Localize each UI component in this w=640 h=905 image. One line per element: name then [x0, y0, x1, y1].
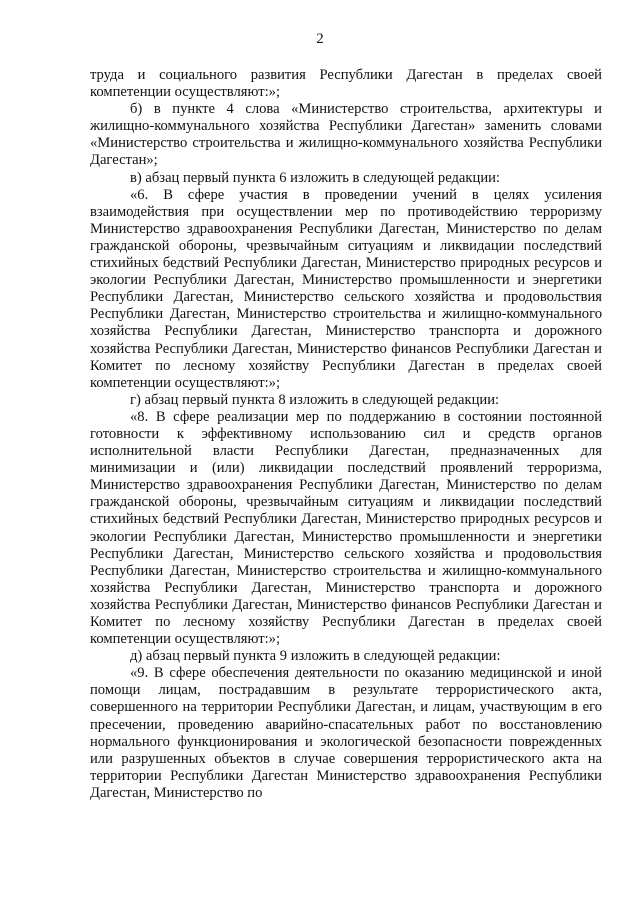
page-number: 2: [316, 31, 324, 47]
paragraph-amendment-d: д) абзац первый пункта 9 изложить в следующей редакции:: [130, 648, 501, 665]
document-body: [90, 67, 602, 802]
paragraph-amendment-v: в) абзац первый пункта 6 изложить в следующей редакции:: [130, 169, 500, 186]
paragraph-continuation: труда и социального развития Республики Дагестан в пределах своей компетенции осуществляют:»;: [90, 67, 602, 101]
paragraph-amendment-g: г) абзац первый пункта 8 изложить в следующей редакции:: [130, 391, 500, 408]
paragraph-clause-9: «9. В сфере обеспечения деятельности по оказанию медицинской и иной помощи лицам, пострадавшим в результате террористического акта, совершенного на территории Республики Дагестан, и лицам, участвующим в его пресечении, проведению аварийно-спасательных работ по восстановлению нормального функционирования и экологической безопасности поврежденных или разрушенных объектов в случае совершения террористического акта на территории Республики Дагестан Министерство здравоохранения Республики Дагестан, Министерство по: [90, 665, 602, 801]
paragraph-amendment-b: б) в пункте 4 слова «Министерство строительства, архитектуры и жилищно-коммунального хозяйства Республики Дагестан» заменить словами «Министерство строительства и жилищно-коммунального хозяйства Республики Дагестан»;: [90, 101, 602, 169]
paragraph-clause-8: «8. В сфере реализации мер по поддержанию в состоянии постоянной готовности к эффективному использованию сил и средств органов исполнительной власти Республики Дагестан, предназначенных для минимизации и (или) ликвидации последствий проявлений терроризма, Министерство здравоохранения Республики Дагестан, Министерство по делам гражданской обороны, чрезвычайным ситуациям и ликвидации последствий стихийных бедствий Республики Дагестан, Министерство природных ресурсов и экологии Республики Дагестан, Министерство промышленности и энергетики Республики Дагестан, Министерство сельского хозяйства и продовольствия Республики Дагестан, Министерство строительства и жилищно-коммунального хозяйства Республики Дагестан, Министерство транспорта и дорожного хозяйства Республики Дагестан, Министерство финансов Республики Дагестан и Комитет по лесному хозяйству Республики Дагестан в пределах своей компетенции осуществляют:»;: [90, 408, 602, 648]
paragraph-clause-6: «6. В сфере участия в проведении учений в целях усиления взаимодействия при осуществлении мер по противодействию терроризму Министерство здравоохранения Республики Дагестан, Министерство по делам гражданской обороны, чрезвычайным ситуациям и ликвидации последствий стихийных бедствий Республики Дагестан, Министерство природных ресурсов и экологии Республики Дагестан, Министерство промышленности и энергетики Республики Дагестан, Министерство сельского хозяйства и продовольствия Республики Дагестан, Министерство строительства и жилищно-коммунального хозяйства Республики Дагестан, Министерство транспорта и дорожного хозяйства Республики Дагестан, Министерство финансов Республики Дагестан и Комитет по лесному хозяйству Республики Дагестан в пределах своей компетенции осуществляют:»;: [90, 186, 602, 391]
